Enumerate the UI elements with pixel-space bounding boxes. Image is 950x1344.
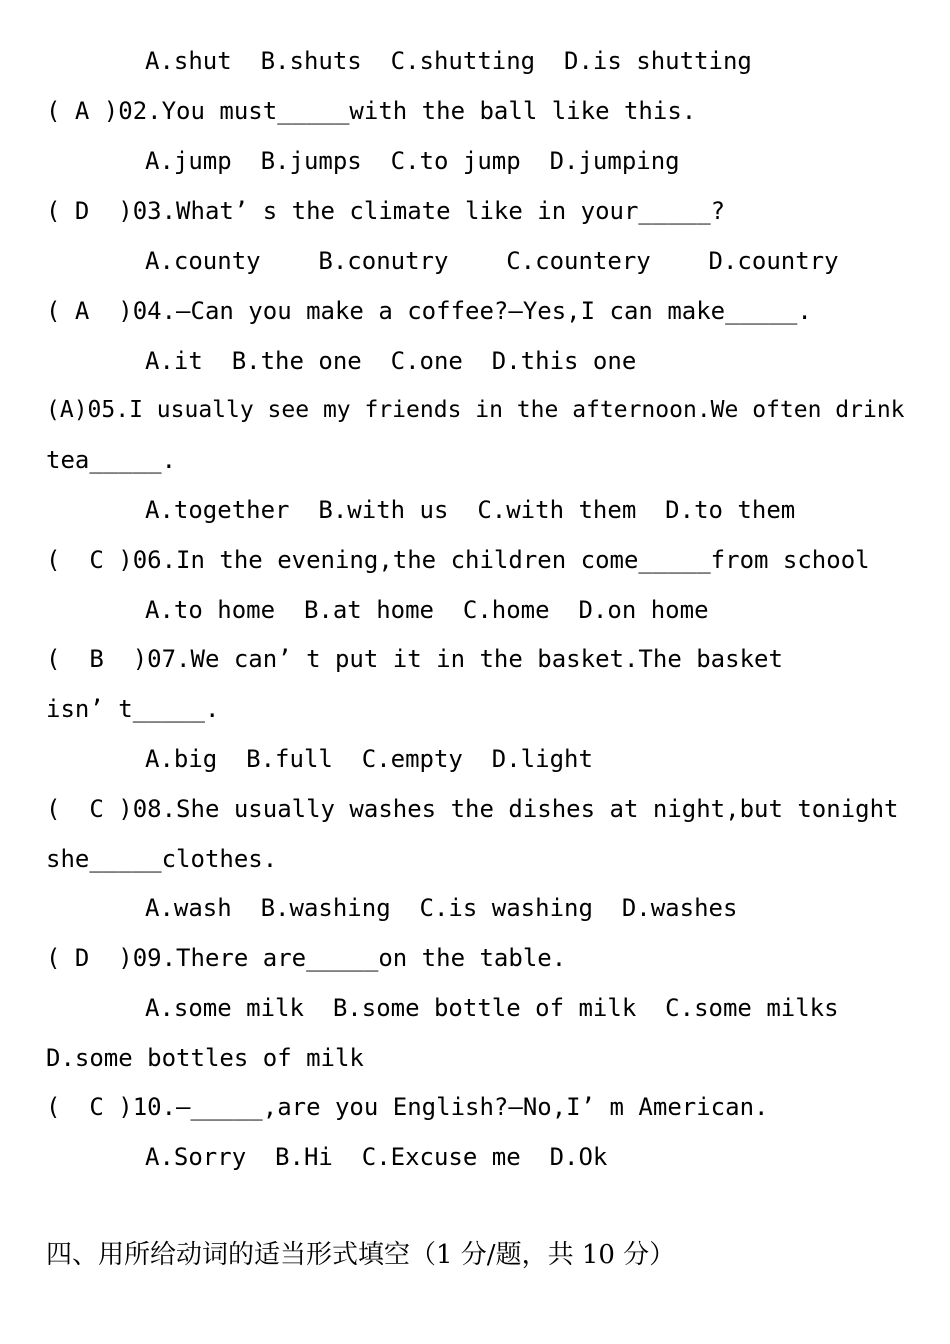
- q05-question: (A)05.I usually see my friends in the afternoon.We often drink: [46, 397, 905, 423]
- q08-question-continued: she_____clothes.: [46, 845, 278, 873]
- q09-question: ( D )09.There are_____on the table.: [46, 944, 567, 972]
- q08-question: ( C )08.She usually washes the dishes at night,but tonight: [46, 795, 899, 823]
- section-four-heading: 四、用所给动词的适当形式填空（1 分/题，共 10 分）: [46, 1240, 676, 1270]
- q01-options: A.shut B.shuts C.shutting D.is shutting: [145, 47, 752, 75]
- q03-options: A.county B.conutry C.countery D.country: [145, 247, 839, 275]
- q07-options: A.big B.full C.empty D.light: [145, 745, 593, 773]
- q07-question-continued: isn’ t_____.: [46, 695, 220, 723]
- q04-options: A.it B.the one C.one D.this one: [145, 347, 637, 375]
- q06-question: ( C )06.In the evening,the children come_____from school: [46, 546, 870, 574]
- q10-question: ( C )10.—_____,are you English?—No,I’ m American.: [46, 1093, 769, 1121]
- q05-question-continued: tea_____.: [46, 446, 177, 474]
- q02-question: ( A )02.You must_____with the ball like this.: [46, 97, 697, 125]
- q04-question: ( A )04.—Can you make a coffee?—Yes,I can make_____.: [46, 297, 812, 325]
- q10-options: A.Sorry B.Hi C.Excuse me D.Ok: [145, 1143, 608, 1171]
- q02-options: A.jump B.jumps C.to jump D.jumping: [145, 147, 680, 175]
- q09-options-continued: D.some bottles of milk: [46, 1044, 364, 1072]
- q08-options: A.wash B.washing C.is washing D.washes: [145, 894, 738, 922]
- q07-question: ( B )07.We can’ t put it in the basket.The basket: [46, 645, 783, 673]
- q06-options: A.to home B.at home C.home D.on home: [145, 596, 709, 624]
- q09-options: A.some milk B.some bottle of milk C.some milks: [145, 994, 839, 1022]
- q05-options: A.together B.with us C.with them D.to them: [145, 496, 796, 524]
- q03-question: ( D )03.What’ s the climate like in your_____?: [46, 197, 726, 225]
